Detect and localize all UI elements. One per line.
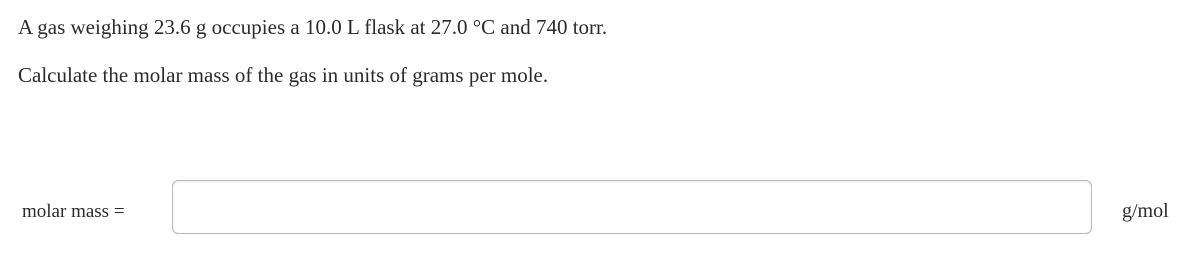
question-prompt: Calculate the molar mass of the gas in units of grams per mole. [18, 63, 549, 87]
question-text [18, 14, 1178, 88]
molar-mass-input[interactable] [172, 180, 1092, 234]
molar-mass-label: molar mass = [22, 201, 125, 222]
question-statement: A gas weighing 23.6 g occupies a 10.0 L flask at 27.0 °C and 740 torr. [18, 15, 608, 39]
unit-label: g/mol [1122, 200, 1169, 222]
answer-row [0, 180, 1200, 234]
